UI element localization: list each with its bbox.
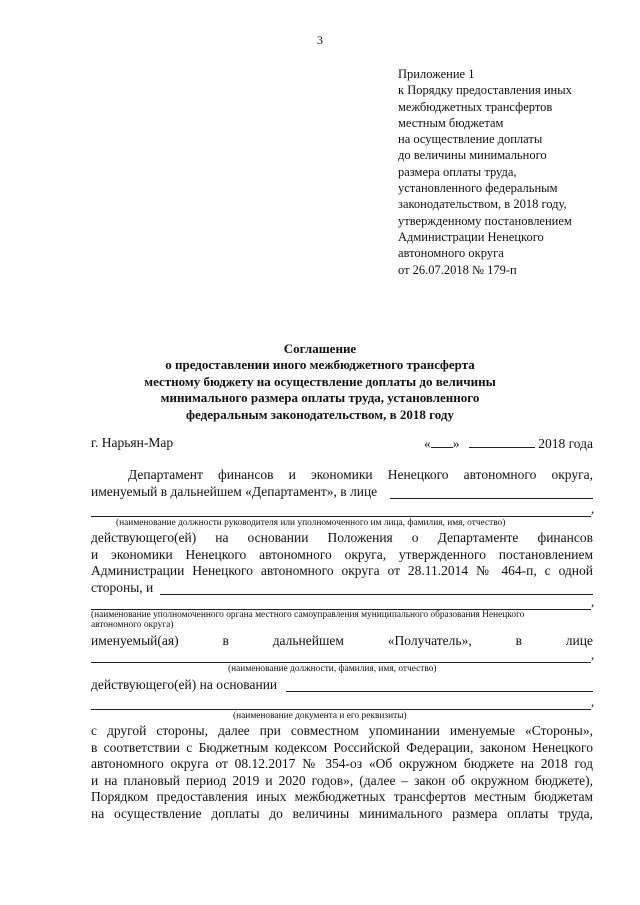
page-number: 3 bbox=[317, 33, 323, 47]
caption-person: (наименование должности, фамилия, имя, отчество) bbox=[228, 664, 437, 674]
date-field bbox=[424, 435, 593, 452]
para2-line: действующего(ей) на основании Положения о Департаменте финансов bbox=[91, 530, 593, 545]
fill-line bbox=[91, 516, 591, 517]
place-date-row bbox=[91, 435, 593, 451]
para2-text4: стороны, и bbox=[91, 580, 154, 595]
appendix-line: к Порядку предоставления иных bbox=[398, 83, 572, 98]
para2-line: и экономики Ненецкого автономного округа, утвержденного постановлением bbox=[91, 546, 593, 562]
caption-document: (наименование документа и его реквизиты) bbox=[233, 711, 407, 721]
para5-line: с другой стороны, далее при совместном упоминании именуемые «Стороны», bbox=[91, 723, 593, 738]
appendix-line: на осуществление доплаты bbox=[398, 132, 543, 147]
title-line: местному бюджету на осуществление доплаты до величины bbox=[144, 373, 496, 389]
para4-text: действующего(ей) на основании bbox=[91, 677, 278, 692]
month-blank bbox=[469, 435, 535, 448]
agreement-title bbox=[120, 341, 520, 423]
para3-word: в bbox=[515, 633, 522, 648]
para3-line bbox=[91, 633, 593, 649]
comma: , bbox=[591, 501, 595, 516]
para2-line: Администрации Ненецкого автономного округа от 28.11.2014 № 464-п, с одной bbox=[91, 563, 593, 579]
caption-official: (наименование должности руководителя или уполномоченного им лица, фамилия, имя, отчество) bbox=[116, 518, 506, 528]
appendix-line: законодательством, в 2018 году, bbox=[398, 197, 567, 212]
quote-open: « bbox=[423, 436, 431, 451]
appendix-line: установленного федеральным bbox=[398, 181, 558, 196]
para1-line1 bbox=[128, 467, 593, 483]
appendix-line: межбюджетных трансфертов bbox=[398, 99, 553, 114]
appendix-line: Администрации Ненецкого bbox=[398, 229, 544, 244]
para3-word: дальнейшем bbox=[272, 633, 344, 648]
title-line: минимального размера оплаты труда, установленного bbox=[160, 390, 480, 406]
para3-word: именуемый(ая) bbox=[91, 633, 179, 648]
quote-close: » bbox=[452, 436, 460, 451]
place-name: г. Нарьян-Мар bbox=[91, 435, 174, 450]
para1-text2: именуемый в дальнейшем «Департамент», в лице bbox=[91, 484, 378, 499]
para1-text: Департамент финансов и экономики Ненецкого автономного округа, bbox=[128, 467, 593, 482]
para2 bbox=[91, 530, 593, 580]
caption-org-line1: (наименование уполномоченного органа местного самоуправления муниципального образования Ненецкого bbox=[91, 610, 525, 620]
para3-word: лице bbox=[565, 633, 593, 648]
comma: , bbox=[591, 594, 595, 609]
para5-line: Порядком предоставления иных межбюджетных трансфертов местным бюджетам bbox=[91, 789, 593, 805]
fill-line bbox=[390, 498, 593, 499]
day-blank bbox=[431, 435, 453, 448]
appendix-line: утвержденному постановлением bbox=[398, 213, 572, 228]
date-year: 2018 года bbox=[538, 436, 593, 451]
para3-word: «Получатель», bbox=[387, 633, 472, 648]
appendix-line: размера оплаты труда, bbox=[398, 164, 517, 179]
fill-line bbox=[91, 709, 591, 710]
comma: , bbox=[591, 647, 595, 662]
para5-line: и на плановый период 2019 и 2020 годов», (далее – закон об окружном бюджете), bbox=[91, 772, 593, 788]
para5-line: автономного округа от 08.12.2017 № 354-оз «Об окружном бюджете на 2018 год bbox=[91, 756, 593, 772]
comma: , bbox=[591, 694, 595, 709]
caption-org-line2: автономного округа) bbox=[91, 620, 174, 630]
title-line: о предоставлении иного межбюджетного трансферта bbox=[165, 357, 475, 373]
title-line: федеральным законодательством, в 2018 году bbox=[186, 406, 454, 422]
fill-line bbox=[91, 662, 591, 663]
para5 bbox=[91, 723, 593, 823]
appendix-line: автономного округа bbox=[398, 246, 504, 261]
appendix-line: местным бюджетам bbox=[398, 115, 504, 130]
para3-word: в bbox=[222, 633, 229, 648]
appendix-header bbox=[398, 66, 572, 278]
title-line: Соглашение bbox=[283, 341, 357, 356]
appendix-line: до величины минимального bbox=[398, 148, 547, 163]
para5-line: в соответствии с Бюджетным кодексом Российской Федерации, законом Ненецкого bbox=[91, 739, 593, 755]
fill-line bbox=[160, 594, 593, 595]
fill-line bbox=[286, 691, 593, 692]
appendix-line: Приложение 1 bbox=[398, 67, 475, 81]
appendix-line: от 26.07.2018 № 179-п bbox=[398, 262, 517, 277]
para5-line: на осуществление доплаты до величины минимального размера оплаты труда, bbox=[91, 805, 593, 821]
